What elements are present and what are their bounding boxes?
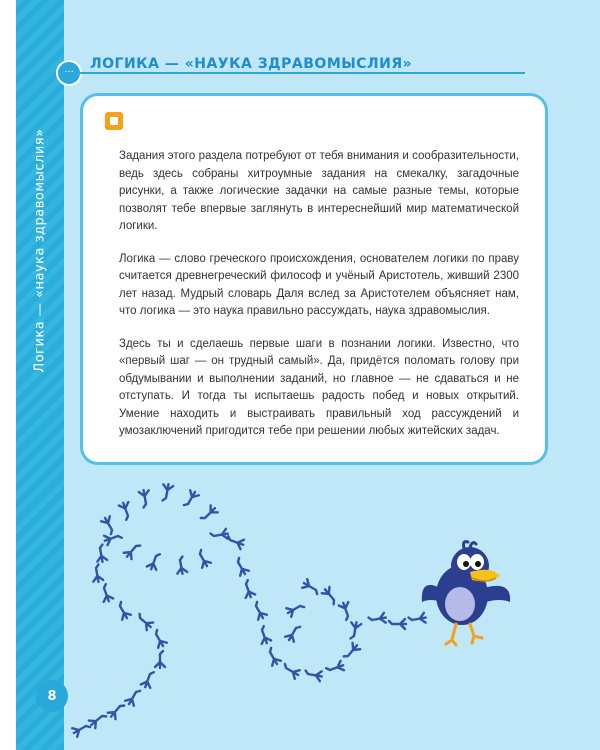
footprint-icon [147,551,162,570]
footprint-icon [232,557,249,577]
body-text [119,148,519,456]
footprint-icon [103,530,122,545]
page-title: ЛОГИКА — «НАУКА ЗДРАВОМЫСЛИЯ» [90,56,413,72]
footprint-icon [91,564,104,582]
header-dots-icon: ··· [56,60,82,86]
footprint-icon [150,629,167,649]
side-title [16,90,64,410]
page-number: 8 [36,680,68,712]
footprint-icon [161,483,174,501]
footprint-icon [134,612,153,631]
footprint-icon [256,625,271,644]
footprint-icon [107,700,126,719]
footprint-icon [342,642,361,661]
footprint-icon [210,529,228,542]
footprint-icon [119,501,134,520]
footprint-icon [71,720,91,737]
footprint-icon [389,619,406,629]
crow-body [422,542,510,645]
header-rule [80,72,525,74]
footprint-icon [98,583,113,602]
footprint-icon [264,647,281,667]
footprint-icon [225,534,244,549]
crow-illustration [412,540,522,650]
footprint-icon [194,549,211,569]
footprint-icon [285,600,305,617]
footprint-icon [114,601,131,621]
footprint-icon [123,540,142,559]
paragraph: Задания этого раздела потребуют от тебя внимания и сообразительности, ведь здесь собраны хитроумные задания на смекалку, загадочные рисунки, а также логические задачки на самые разные темы, которые позволят тебе впервые заглянуть в интереснейший мир математической логики. [119,150,519,232]
footprint-icon [304,669,322,682]
footprint-icon [125,687,142,707]
footprint-icon [139,489,152,507]
footprint-icon [101,515,118,535]
text-card [80,93,548,465]
footprint-icon [155,651,165,668]
footprint-icon [285,623,302,643]
footprint-icon [349,621,362,639]
footprint-icon [95,544,108,562]
paragraph: Логика — слово греческого происхождения, основателем логики по праву считается древнегреческий философ и учёный Аристотель, живший 2300 лет назад. Мудрый словарь Даля вслед за Аристотелем объясняет нам, что логика — это наука правильно рассуждать, наука здравомыслия. [119,252,519,317]
footprint-icon [281,662,301,679]
footprint-icon [301,579,321,596]
footprint-icon [182,489,199,509]
footprint-icon [141,669,156,688]
footprint-icon [88,710,107,729]
footprint-icon [250,601,267,621]
footprint-icon [321,586,340,605]
footprint-icon [199,505,218,524]
paragraph: Здесь ты и сделаешь первые шаги в познании логики. Известно, что «первый шаг — он трудный самый». Да, придётся поломать голову при обдумывании и выполнении заданий, но главное — не сдаваться и не отступать. И тогда ты испытаешь радость побед и новых открытий. Умение находить и выстраивать правильный ход рассуждений и умозаключений пригодится тебе при решении любых житейских задач. [119,337,519,437]
footprint-icon [175,556,188,574]
footprint-icon [325,661,344,676]
section-marker-icon [105,112,123,130]
footprint-icon [240,579,255,598]
footprint-icon [368,613,386,626]
side-title-text: Логика — «наука здравомыслия» [32,127,48,373]
footprint-icon [339,601,354,620]
